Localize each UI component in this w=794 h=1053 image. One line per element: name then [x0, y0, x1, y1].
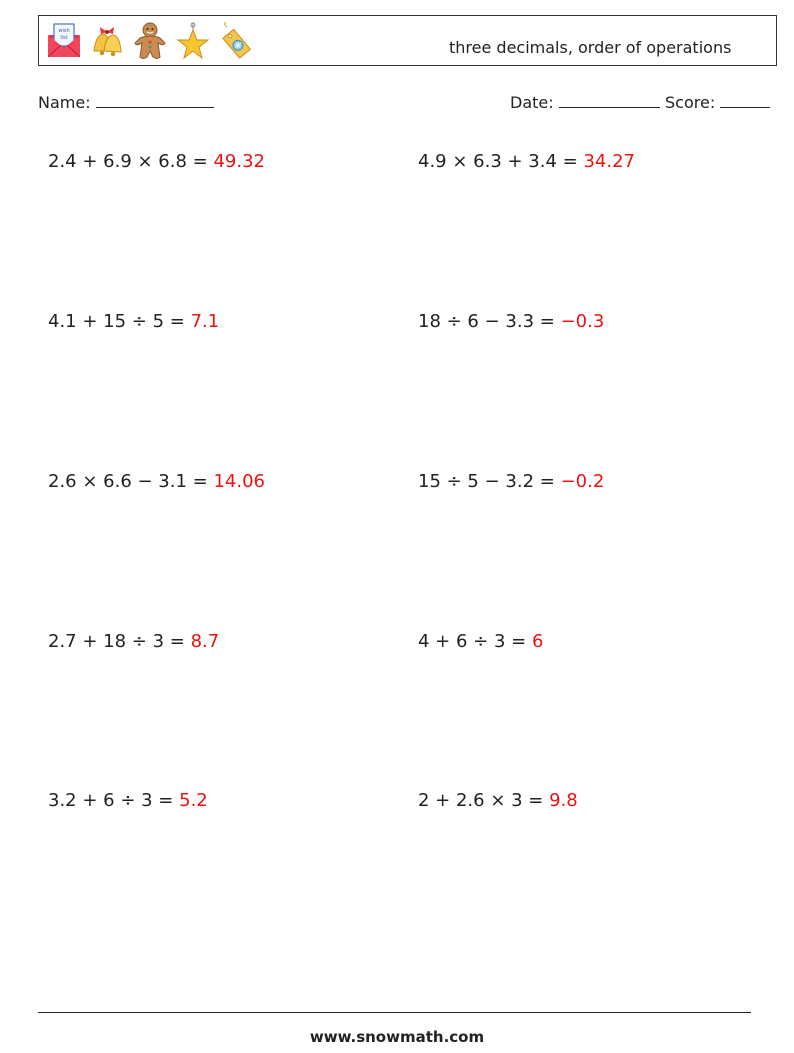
worksheet-title: three decimals, order of operations	[449, 38, 732, 57]
problem-answer: −0.2	[560, 471, 605, 492]
problem-expression: 2.7 + 18 ÷ 3 =	[48, 631, 185, 652]
problem	[48, 471, 265, 492]
svg-text:list: list	[60, 35, 68, 41]
name-field	[38, 93, 214, 112]
problem-answer: −0.3	[560, 311, 605, 332]
date-field	[510, 93, 660, 112]
problem-expression: 18 ÷ 6 − 3.3 =	[418, 311, 555, 332]
problem	[48, 790, 208, 811]
problem-expression: 4 + 6 ÷ 3 =	[418, 631, 527, 652]
score-blank	[720, 93, 770, 108]
problem	[418, 471, 604, 492]
problem	[48, 311, 219, 332]
problem	[418, 631, 543, 652]
footer-url: www.snowmath.com	[309, 1028, 485, 1046]
name-label: Name:	[38, 93, 91, 112]
problem-expression: 2 + 2.6 × 3 =	[418, 790, 544, 811]
problem-answer: 8.7	[190, 631, 220, 652]
name-blank	[96, 93, 214, 108]
problem	[48, 151, 265, 172]
problem-expression: 4.9 × 6.3 + 3.4 =	[418, 151, 578, 172]
problem-expression: 2.4 + 6.9 × 6.8 =	[48, 151, 208, 172]
gingerbread-man-icon	[131, 21, 169, 61]
date-label: Date:	[510, 93, 554, 112]
problem	[418, 790, 578, 811]
svg-text:wish: wish	[58, 28, 70, 34]
problem-expression: 15 ÷ 5 − 3.2 =	[418, 471, 555, 492]
problem-expression: 2.6 × 6.6 − 3.1 =	[48, 471, 208, 492]
header-icons	[45, 21, 255, 61]
worksheet-header	[38, 15, 777, 66]
problem	[48, 631, 219, 652]
footer-divider	[38, 1012, 751, 1013]
christmas-bells-icon	[88, 21, 126, 61]
problem-answer: 14.06	[213, 471, 265, 492]
problem-answer: 9.8	[549, 790, 578, 811]
date-blank	[559, 93, 660, 108]
problem	[418, 311, 604, 332]
problem-answer: 5.2	[179, 790, 208, 811]
problem	[418, 151, 635, 172]
problem-answer: 49.32	[213, 151, 265, 172]
score-field	[665, 93, 770, 112]
score-label: Score:	[665, 93, 716, 112]
problem-expression: 4.1 + 15 ÷ 5 =	[48, 311, 185, 332]
gift-tag-icon	[217, 21, 255, 61]
problem-expression: 3.2 + 6 ÷ 3 =	[48, 790, 174, 811]
problem-answer: 7.1	[190, 311, 220, 332]
problem-answer: 6	[531, 631, 544, 652]
star-ornament-icon	[174, 21, 212, 61]
wish-list-envelope-icon	[45, 21, 83, 61]
problem-answer: 34.27	[583, 151, 635, 172]
